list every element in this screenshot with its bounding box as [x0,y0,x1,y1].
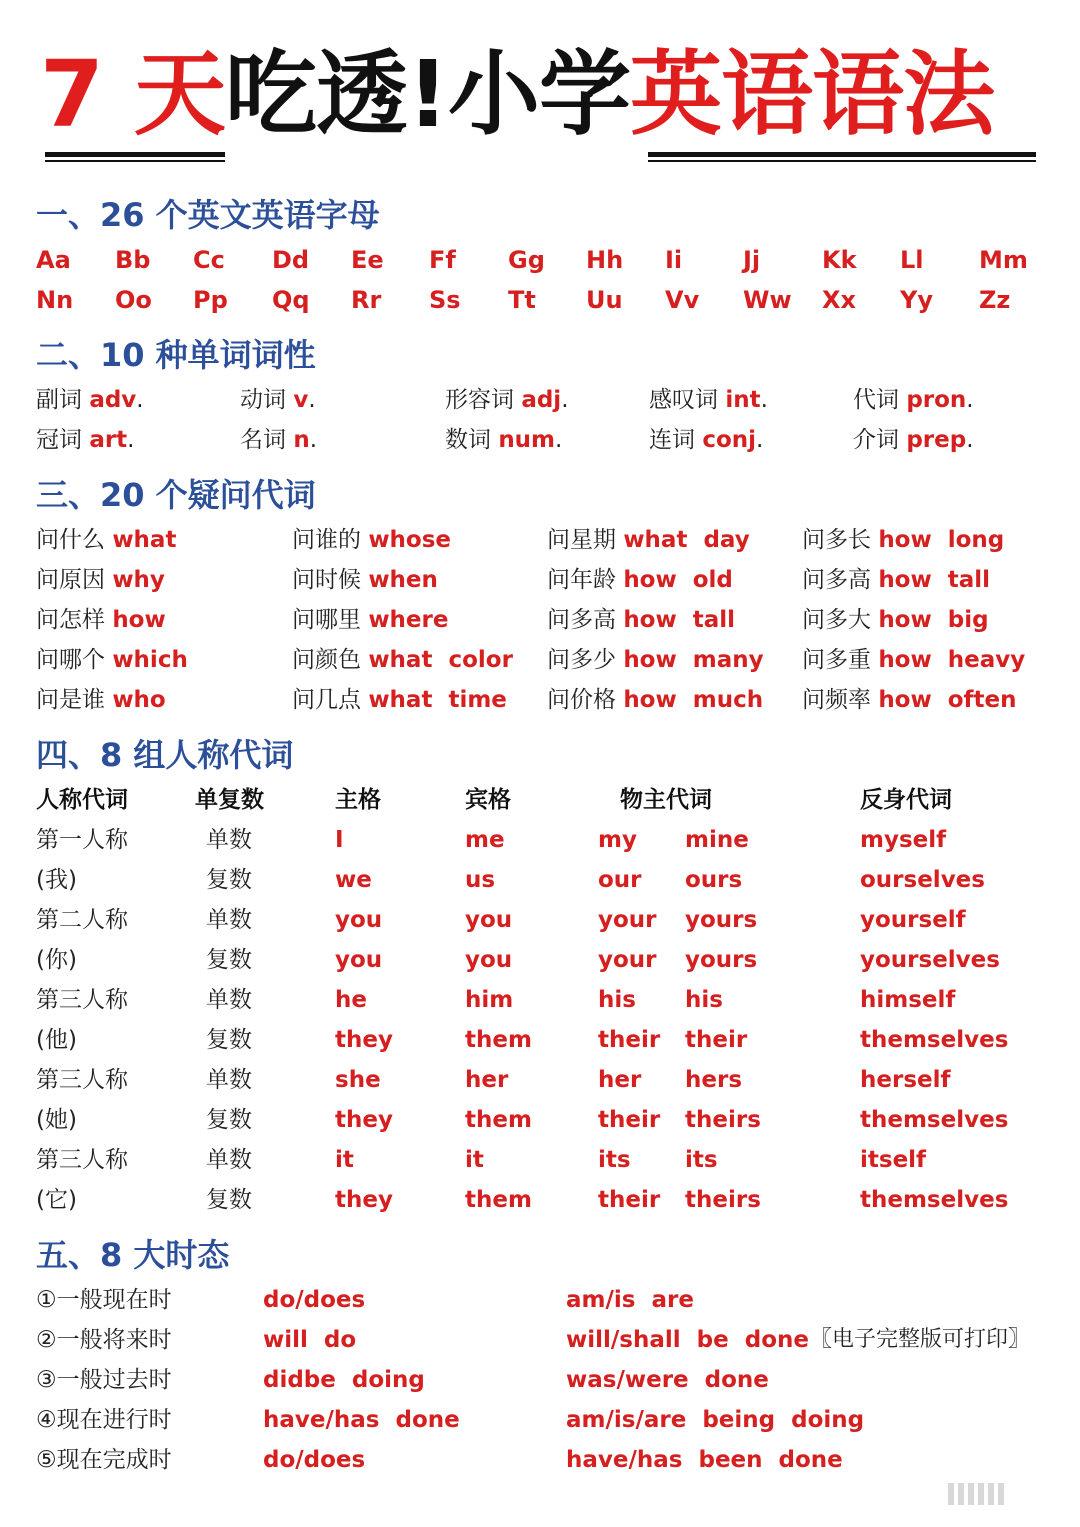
pronoun-cell: them [465,1107,532,1133]
question-en: when [368,567,438,593]
question-cn: 问颜色 [292,647,361,673]
pronoun-row [0,820,1080,860]
pronoun-cell: mine [685,827,749,853]
alphabet-letter: Ss [429,286,461,314]
header [0,40,1080,170]
pronoun-row [0,860,1080,900]
pronoun-cell: your [598,907,657,933]
question-cn: 问年龄 [547,567,616,593]
pos-abbr: conj [702,427,757,453]
alphabet-letter: Nn [36,286,74,314]
question-cn: 问哪个 [36,647,105,673]
question-en: how [112,607,166,633]
section-heading-tenses: 五、8 大时态 [36,1236,230,1274]
title-part-grammar: 英语语法 [630,41,995,148]
question-en: how long [878,527,1005,553]
pronoun-cell: him [465,987,514,1013]
pronoun-cell: theirs [685,1107,761,1133]
pronoun-cell: 第二人称 [36,907,128,933]
tense-name: ⑤现在完成时 [36,1447,172,1473]
pronoun-header-row [0,780,1080,820]
pronoun-cell: you [335,947,383,973]
pronoun-cell: their [598,1027,661,1053]
pronoun-cell: 复数 [206,1107,252,1133]
alphabet-letter: Cc [193,246,225,274]
pos-item [445,420,562,460]
tense-name: ③一般过去时 [36,1367,172,1393]
question-row [0,560,1080,600]
pos-abbr: n [293,427,310,453]
question-en: how much [623,687,764,713]
tense-active: will do [263,1327,357,1353]
tense-passive: am/is/are being doing [566,1407,865,1433]
pos-item [649,380,768,420]
pronoun-cell: them [465,1027,532,1053]
section-heading-pronouns: 四、8 组人称代词 [36,736,294,774]
pronoun-cell: their [685,1027,748,1053]
pos-row [0,380,1080,420]
question-en: how heavy [878,647,1026,673]
pronoun-header-cell: 主格 [335,787,381,813]
pronoun-cell: 复数 [206,867,252,893]
pronoun-cell: you [465,907,513,933]
pronoun-header-cell: 反身代词 [860,787,952,813]
alphabet-letter: Rr [351,286,382,314]
pronoun-header-cell: 宾格 [465,787,511,813]
pronoun-cell: 复数 [206,1187,252,1213]
pronoun-cell: (我) [36,867,77,893]
question-item [802,680,1017,720]
pronoun-row [0,1060,1080,1100]
title-underline-left-thin [45,160,225,162]
pos-item [36,420,134,460]
question-item [36,640,188,680]
pronoun-cell: you [465,947,513,973]
question-cn: 问哪里 [292,607,361,633]
question-cn: 问多高 [802,567,871,593]
pronoun-cell: I [335,827,344,853]
pronoun-header-cell: 人称代词 [36,787,128,813]
pronoun-cell: them [465,1187,532,1213]
alphabet-letter: Mm [979,246,1028,274]
printable-note: 〖电子完整版可打印〗 [810,1327,1031,1352]
pronoun-cell: themselves [860,1027,1009,1053]
alphabet-letter: Xx [822,286,856,314]
pos-dot: . [760,387,768,413]
pronoun-cell: 第三人称 [36,987,128,1013]
pos-item [649,420,763,460]
pos-abbr: int [725,387,761,413]
tense-name: ①一般现在时 [36,1287,172,1313]
alphabet-letter: Kk [822,246,857,274]
question-cn: 问多高 [547,607,616,633]
alphabet-letter: Pp [193,286,228,314]
pos-cn: 动词 [240,387,286,413]
question-cn: 问多大 [802,607,871,633]
pronoun-cell: we [335,867,372,893]
question-item [802,520,1004,560]
pos-cn: 冠词 [36,427,82,453]
pos-dot: . [127,427,135,453]
question-item [547,560,733,600]
pos-dot: . [966,387,974,413]
tense-active: do/does [263,1287,366,1313]
watermark-bars [948,1483,1058,1505]
title-underline-right-thin [648,160,1036,162]
question-item [547,680,763,720]
pos-dot: . [308,387,316,413]
alphabet-letter: Ll [900,246,924,274]
pronoun-row [0,900,1080,940]
alphabet-letter: Bb [115,246,151,274]
tense-passive: have/has been done [566,1447,843,1473]
title-part-mid: 吃透!小学 [225,41,631,148]
question-en: whose [368,527,452,553]
pronoun-cell: it [335,1147,354,1173]
question-cn: 问是谁 [36,687,105,713]
pronoun-row [0,980,1080,1020]
pronoun-cell: myself [860,827,947,853]
pos-item [853,380,974,420]
pronoun-cell: it [465,1147,484,1173]
pronoun-cell: yours [685,907,758,933]
question-row [0,600,1080,640]
pronoun-cell: your [598,947,657,973]
question-item [802,600,989,640]
pronoun-cell: 第一人称 [36,827,128,853]
section-heading-question-words: 三、20 个疑问代词 [36,476,316,514]
pos-abbr: v [293,387,309,413]
alphabet-letter: Ff [429,246,456,274]
title-part-days: 7 天 [40,41,226,148]
alphabet-letter: Uu [586,286,623,314]
tense-active: didbe doing [263,1367,425,1393]
pronoun-cell: 第三人称 [36,1067,128,1093]
alphabet-letter: Tt [508,286,536,314]
tense-active: have/has done [263,1407,460,1433]
question-en: how often [878,687,1017,713]
pronoun-cell: its [598,1147,631,1173]
tense-passive: am/is are [566,1287,694,1313]
pronoun-row [0,1180,1080,1220]
question-cn: 问频率 [802,687,871,713]
question-en: which [112,647,188,673]
pos-cn: 连词 [649,427,695,453]
tense-active: do/does [263,1447,366,1473]
pronoun-cell: they [335,1187,393,1213]
pronoun-cell: 第三人称 [36,1147,128,1173]
pos-item [240,420,317,460]
section-heading-alphabet: 一、26 个英文英语字母 [36,196,380,234]
pos-dot: . [966,427,974,453]
tense-row [0,1400,1080,1440]
question-cn: 问怎样 [36,607,105,633]
alphabet-letter: Dd [272,246,310,274]
pronoun-cell: herself [860,1067,951,1093]
page-title [40,40,994,150]
question-en: what time [368,687,507,713]
question-item [802,560,990,600]
pos-cn: 感叹词 [649,387,718,413]
pronoun-cell: themselves [860,1187,1009,1213]
pronoun-cell: yours [685,947,758,973]
pronoun-cell: (它) [36,1187,77,1213]
pronoun-cell: itself [860,1147,927,1173]
question-en: how many [623,647,764,673]
tense-row [0,1360,1080,1400]
question-en: how old [623,567,733,593]
pos-dot: . [136,387,144,413]
alphabet-letter: Aa [36,246,71,274]
pos-item [36,380,144,420]
alphabet-letter: Oo [115,286,152,314]
question-en: how tall [623,607,736,633]
question-en: how big [878,607,989,633]
pronoun-cell: her [465,1067,509,1093]
question-cn: 问什么 [36,527,105,553]
pronoun-cell: yourselves [860,947,1000,973]
pronoun-cell: 单数 [206,987,252,1013]
pronoun-cell: me [465,827,505,853]
pronoun-row [0,940,1080,980]
alphabet-letter: Ee [351,246,384,274]
question-en: who [112,687,166,713]
question-cn: 问多长 [802,527,871,553]
pronoun-header-cell: 单复数 [195,787,264,813]
pos-abbr: num [498,427,556,453]
question-cn: 问多少 [547,647,616,673]
pos-cn: 名词 [240,427,286,453]
pos-dot: . [756,427,764,453]
pos-cn: 副词 [36,387,82,413]
pronoun-cell: you [335,907,383,933]
pronoun-cell: yourself [860,907,966,933]
pronoun-cell: 单数 [206,1067,252,1093]
question-cn: 问几点 [292,687,361,713]
tense-name: ④现在进行时 [36,1407,172,1433]
pronoun-cell: 单数 [206,1147,252,1173]
pronoun-cell: our [598,867,642,893]
question-en: what day [623,527,750,553]
pronoun-cell: her [598,1067,642,1093]
alphabet-letter: Jj [743,246,761,274]
pronoun-header-cell: 物主代词 [620,787,712,813]
question-row [0,680,1080,720]
pos-item [240,380,316,420]
tense-row [0,1280,1080,1320]
pronoun-cell: ourselves [860,867,985,893]
question-cn: 问谁的 [292,527,361,553]
pronoun-cell: us [465,867,496,893]
question-item [547,520,750,560]
pronoun-cell: (她) [36,1107,77,1133]
question-row [0,520,1080,560]
question-en: how tall [878,567,991,593]
question-row [0,640,1080,680]
pronoun-cell: they [335,1027,393,1053]
pronoun-cell: his [598,987,636,1013]
question-item [36,520,176,560]
pronoun-cell: she [335,1067,381,1093]
alphabet-letter: Ii [665,246,683,274]
pos-cn: 形容词 [445,387,514,413]
pronoun-cell: 单数 [206,907,252,933]
title-underline-left [45,152,225,157]
question-item [292,520,451,560]
question-item [36,560,165,600]
pronoun-cell: theirs [685,1187,761,1213]
question-en: what color [368,647,513,673]
tense-name: ②一般将来时 [36,1327,172,1353]
pos-abbr: prep [906,427,967,453]
pronoun-cell: their [598,1107,661,1133]
question-cn: 问星期 [547,527,616,553]
title-underline-right [648,152,1036,157]
pronoun-cell: their [598,1187,661,1213]
pronoun-cell: his [685,987,723,1013]
question-item [802,640,1025,680]
pronoun-row [0,1140,1080,1180]
question-item [292,560,438,600]
pronoun-cell: 单数 [206,827,252,853]
pronoun-cell: he [335,987,367,1013]
question-item [547,640,764,680]
alphabet-letter: Vv [665,286,700,314]
pos-dot: . [561,387,569,413]
question-item [292,680,507,720]
pos-abbr: pron [906,387,967,413]
question-item [292,640,513,680]
alphabet-letter: Qq [272,286,310,314]
question-item [292,600,448,640]
pronoun-cell: himself [860,987,956,1013]
pos-abbr: adj [521,387,562,413]
pronoun-cell: 复数 [206,1027,252,1053]
alphabet-letter: Gg [508,246,545,274]
question-item [547,600,735,640]
tense-row [0,1440,1080,1480]
pos-item [445,380,569,420]
pronoun-cell: my [598,827,637,853]
tense-row [0,1320,1080,1360]
alphabet-letter: Zz [979,286,1011,314]
pronoun-cell: its [685,1147,718,1173]
pronoun-cell: ours [685,867,743,893]
pos-dot: . [555,427,563,453]
tense-passive: was/were done [566,1367,769,1393]
alphabet-row [0,280,1080,320]
pronoun-cell: themselves [860,1107,1009,1133]
pronoun-cell: they [335,1107,393,1133]
pos-cn: 数词 [445,427,491,453]
pronoun-row [0,1020,1080,1060]
section-heading-parts-of-speech: 二、10 种单词词性 [36,336,316,374]
question-cn: 问多重 [802,647,871,673]
question-cn: 问时候 [292,567,361,593]
pos-cn: 介词 [853,427,899,453]
question-cn: 问价格 [547,687,616,713]
alphabet-letter: Ww [743,286,792,314]
pronoun-cell: (你) [36,947,77,973]
question-en: why [112,567,165,593]
question-item [36,680,166,720]
alphabet-row [0,240,1080,280]
pos-dot: . [309,427,317,453]
alphabet-letter: Yy [900,286,934,314]
pronoun-cell: hers [685,1067,743,1093]
question-en: where [368,607,449,633]
alphabet-letter: Hh [586,246,624,274]
pronoun-row [0,1100,1080,1140]
tense-passive: will/shall be done [566,1327,809,1353]
pos-abbr: adv [89,387,137,413]
pronoun-cell: (他) [36,1027,77,1053]
pos-cn: 代词 [853,387,899,413]
pos-row [0,420,1080,460]
pos-item [853,420,974,460]
pronoun-cell: 复数 [206,947,252,973]
question-item [36,600,166,640]
question-cn: 问原因 [36,567,105,593]
pos-abbr: art [89,427,128,453]
question-en: what [112,527,177,553]
